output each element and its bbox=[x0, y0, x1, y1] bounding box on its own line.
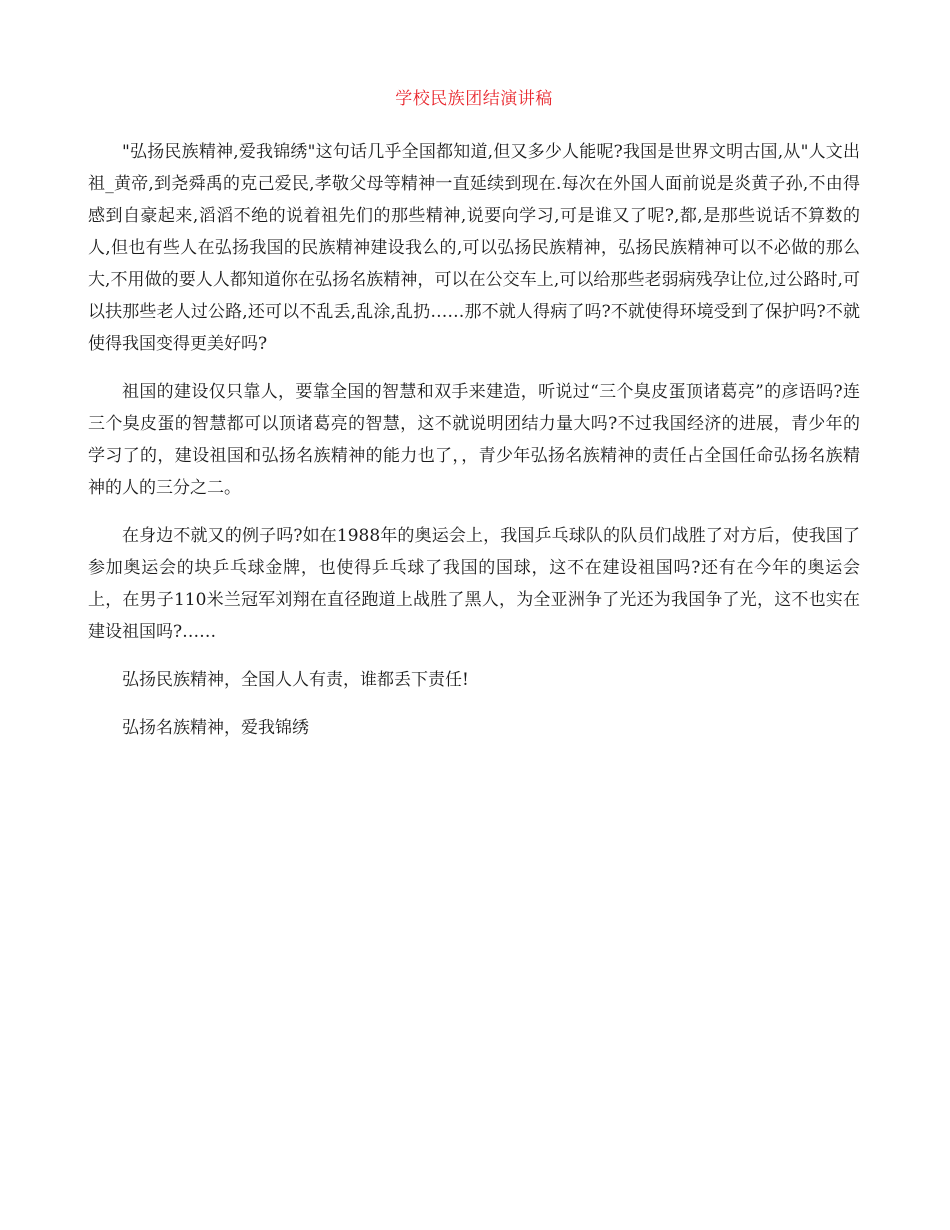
document-title: 学校民族团结演讲稿 bbox=[395, 89, 553, 109]
paragraph-3: 在身边不就又的例子吗?如在1988年的奥运会上，我国乒乓球队的队员们战胜了对方后，使我国了参加奥运会的块乒乓球金牌，也使得乒乓球了我国的国球，这不在建设祖国吗?还有在今年的奥运会上，在男子110米兰冠军刘翔在直径跑道上战胜了黑人，为全亚洲争了光还为我国争了光，这不也实在建设祖国吗?…… bbox=[88, 526, 860, 642]
paragraph-4: 弘扬民族精神，全国人人有责，谁都丢下责任! bbox=[122, 670, 469, 690]
paragraph-1: "弘扬民族精神,爱我锦绣"这句话几乎全国都知道,但又多少人能呢?我国是世界文明古国,从"人文出祖_黄帝,到尧舜禹的克己爱民,孝敬父母等精神一直延续到现在.每次在外国人面前说是炎黄子孙,不由得感到自豪起来,滔滔不绝的说着祖先们的那些精神,说要向学习,可是谁又了呢?,都,是那些说话不算数的人,但也有些人在弘扬我国的民族精神建设我么的,可以弘扬民族精神，弘扬民族精神可以不必做的那么大,不用做的要人人都知道你在弘扬名族精神，可以在公交车上,可以给那些老弱病残孕让位,过公路时,可以扶那些老人过公路,还可以不乱丢,乱涂,乱扔……那不就人得病了吗?不就使得环境受到了保护吗?不就使得我国变得更美好吗? bbox=[88, 142, 860, 354]
document-page bbox=[88, 86, 860, 760]
paragraph-2: 祖国的建设仅只靠人，要靠全国的智慧和双手来建造，听说过“三个臭皮蛋顶诸葛亮”的彦语吗?连三个臭皮蛋的智慧都可以顶诸葛亮的智慧，这不就说明团结力量大吗?不过我国经济的进展，青少年的学习了的，建设祖国和弘扬名族精神的能力也了，，青少年弘扬名族精神的责任占全国任命弘扬名族精神的人的三分之二。 bbox=[88, 382, 860, 498]
paragraph-5: 弘扬名族精神，爱我锦绣 bbox=[122, 718, 309, 738]
